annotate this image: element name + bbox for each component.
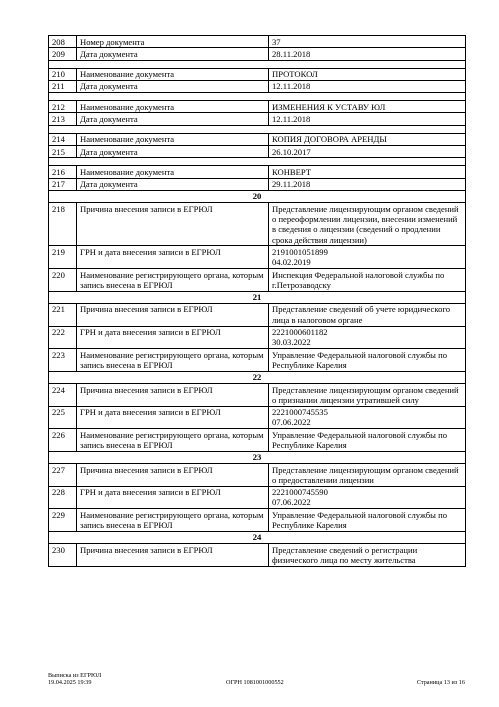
row-value	[269, 133, 466, 145]
section-header-row	[49, 451, 466, 463]
table-row	[49, 146, 466, 158]
table-row	[49, 326, 466, 349]
row-label: ГРН и дата внесения записи в ЕГРЮЛ	[77, 406, 269, 429]
row-number: 225	[49, 406, 77, 429]
row-value-text: 12.11.2018	[272, 81, 311, 92]
row-value-text: Представление сведений о регистрации физического лица по месту жительства	[272, 544, 418, 565]
section-header-row	[49, 291, 466, 303]
row-value-text: 2191001051899	[272, 246, 328, 257]
row-label: ГРН и дата внесения записи в ЕГРЮЛ	[77, 246, 269, 269]
row-label: Наименование регистрирующего органа, которым запись внесена в ЕГРЮЛ	[77, 349, 269, 372]
table-row	[49, 133, 466, 145]
table-row	[49, 384, 466, 407]
row-value-text: 29.11.2018	[272, 179, 311, 190]
section-header-row	[49, 190, 466, 202]
row-label: Причина внесения записи в ЕГРЮЛ	[77, 544, 269, 567]
row-value-text: 2221000745590	[272, 487, 328, 498]
row-value-date: 30.03.2022	[272, 337, 311, 348]
table-row	[49, 486, 466, 509]
section-number: 24	[49, 531, 466, 543]
row-number: 230	[49, 544, 77, 567]
spacer-row	[49, 125, 466, 133]
row-value-text: Управление Федеральной налоговой службы по Республике Карелия	[272, 429, 447, 450]
row-value-text: 28.11.2018	[272, 48, 311, 59]
spacer-cell	[49, 93, 466, 101]
table-row	[49, 429, 466, 452]
footer-left	[48, 672, 101, 687]
row-label: Наименование регистрирующего органа, которым запись внесена в ЕГРЮЛ	[77, 509, 269, 532]
row-label: Наименование документа	[77, 166, 269, 178]
row-number: 223	[49, 349, 77, 372]
section-number: 20	[49, 190, 466, 202]
table-row	[49, 48, 466, 60]
row-value-text: 2221000745535	[272, 407, 328, 418]
row-value-text: ПРОТОКОЛ	[272, 69, 318, 80]
section-number: 22	[49, 371, 466, 383]
row-value	[269, 178, 466, 190]
row-label: Наименование документа	[77, 101, 269, 113]
row-value	[269, 113, 466, 125]
table-row	[49, 203, 466, 246]
row-label: Дата документа	[77, 113, 269, 125]
row-value-text: Представление лицензирующим органом сведений о признании лицензии утратившей силу	[272, 384, 459, 405]
row-value	[269, 349, 466, 372]
row-number: 218	[49, 203, 77, 246]
row-label: ГРН и дата внесения записи в ЕГРЮЛ	[77, 326, 269, 349]
row-label: Причина внесения записи в ЕГРЮЛ	[77, 203, 269, 246]
row-number: 228	[49, 486, 77, 509]
row-value-text: Представление лицензирующим органом сведений о переоформлении лицензии, внесении изменений в сведения о лицензии (сведений о продлении срока действия лицензии)	[272, 203, 459, 245]
row-number: 208	[49, 36, 77, 48]
table-row	[49, 178, 466, 190]
table-row	[49, 544, 466, 567]
row-value-text: ИЗМЕНЕНИЯ К УСТАВУ ЮЛ	[272, 101, 386, 112]
row-value	[269, 80, 466, 92]
section-header-row	[49, 371, 466, 383]
row-label: Наименование регистрирующего органа, которым запись внесена в ЕГРЮЛ	[77, 269, 269, 292]
row-number: 214	[49, 133, 77, 145]
row-value	[269, 406, 466, 429]
table-row	[49, 68, 466, 80]
row-value-text: КОПИЯ ДОГОВОРА АРЕНДЫ	[272, 134, 387, 145]
spacer-row	[49, 60, 466, 68]
row-value	[269, 464, 466, 487]
section-number: 21	[49, 291, 466, 303]
row-label: ГРН и дата внесения записи в ЕГРЮЛ	[77, 486, 269, 509]
row-label: Наименование документа	[77, 68, 269, 80]
table-row	[49, 509, 466, 532]
spacer-cell	[49, 158, 466, 166]
row-value	[269, 48, 466, 60]
row-label: Дата документа	[77, 80, 269, 92]
table-row	[49, 36, 466, 48]
row-value	[269, 203, 466, 246]
row-label: Причина внесения записи в ЕГРЮЛ	[77, 464, 269, 487]
row-number: 217	[49, 178, 77, 190]
table-row	[49, 101, 466, 113]
row-value-text: КОНВЕРТ	[272, 166, 312, 177]
row-label: Причина внесения записи в ЕГРЮЛ	[77, 384, 269, 407]
footer-page-number: Страница 13 из 16	[416, 679, 465, 687]
row-value-text: 37	[272, 36, 281, 47]
table-row	[49, 246, 466, 269]
footer-doc-title: Выписка из ЕГРЮЛ	[48, 672, 102, 679]
row-value	[269, 36, 466, 48]
table-row	[49, 303, 466, 326]
row-value	[269, 326, 466, 349]
row-value-text: Управление Федеральной налоговой службы по Республике Карелия	[272, 509, 447, 531]
footer-ogrn: ОГРН 1081001000552	[226, 679, 284, 687]
row-value-text: 2221000601182	[272, 327, 328, 338]
row-number: 210	[49, 68, 77, 80]
row-value-text: Управление Федеральной налоговой службы по Республике Карелия	[272, 349, 447, 370]
table-row	[49, 80, 466, 92]
row-value-text: Представление сведений об учете юридического лица в налоговом органе	[272, 304, 450, 325]
row-label: Дата документа	[77, 146, 269, 158]
row-value-text: Представление лицензирующим органом сведений о предоставлении лицензии	[272, 464, 459, 485]
row-value	[269, 544, 466, 567]
section-header-row	[49, 531, 466, 543]
spacer-row	[49, 158, 466, 166]
row-number: 226	[49, 429, 77, 452]
row-value	[269, 269, 466, 292]
spacer-row	[49, 93, 466, 101]
row-number: 221	[49, 303, 77, 326]
row-value	[269, 146, 466, 158]
table-row	[49, 166, 466, 178]
row-number: 212	[49, 101, 77, 113]
spacer-cell	[49, 125, 466, 133]
row-number: 222	[49, 326, 77, 349]
row-number: 224	[49, 384, 77, 407]
row-number: 229	[49, 509, 77, 532]
table-row	[49, 269, 466, 292]
row-value-date: 07.06.2022	[272, 417, 311, 428]
spacer-cell	[49, 60, 466, 68]
table-row	[49, 406, 466, 429]
row-number: 211	[49, 80, 77, 92]
row-label: Дата документа	[77, 178, 269, 190]
row-label: Номер документа	[77, 36, 269, 48]
row-number: 216	[49, 166, 77, 178]
row-value	[269, 509, 466, 532]
row-value-date: 07.06.2022	[272, 497, 311, 508]
row-value	[269, 68, 466, 80]
row-value	[269, 384, 466, 407]
table-row	[49, 464, 466, 487]
row-label: Дата документа	[77, 48, 269, 60]
table-body	[49, 36, 466, 567]
row-value	[269, 166, 466, 178]
row-value-text: Инспекция Федеральной налоговой службы по г.Петрозаводску	[272, 269, 445, 290]
row-value	[269, 486, 466, 509]
row-value-date: 04.02.2019	[272, 257, 311, 268]
row-number: 209	[49, 48, 77, 60]
row-number: 215	[49, 146, 77, 158]
row-number: 227	[49, 464, 77, 487]
table-row	[49, 349, 466, 372]
row-value-text: 26.10.2017	[272, 146, 311, 157]
row-value-text: 12.11.2018	[272, 113, 311, 124]
row-value	[269, 101, 466, 113]
section-number: 23	[49, 451, 466, 463]
row-label: Наименование документа	[77, 133, 269, 145]
egrul-records-table	[48, 35, 466, 567]
row-value	[269, 303, 466, 326]
row-number: 220	[49, 269, 77, 292]
row-value	[269, 429, 466, 452]
row-label: Наименование регистрирующего органа, которым запись внесена в ЕГРЮЛ	[77, 429, 269, 452]
table-row	[49, 113, 466, 125]
row-label: Причина внесения записи в ЕГРЮЛ	[77, 303, 269, 326]
row-number: 213	[49, 113, 77, 125]
row-value	[269, 246, 466, 269]
footer-date: 19.04.2025 19:39	[48, 679, 92, 687]
row-number: 219	[49, 246, 77, 269]
